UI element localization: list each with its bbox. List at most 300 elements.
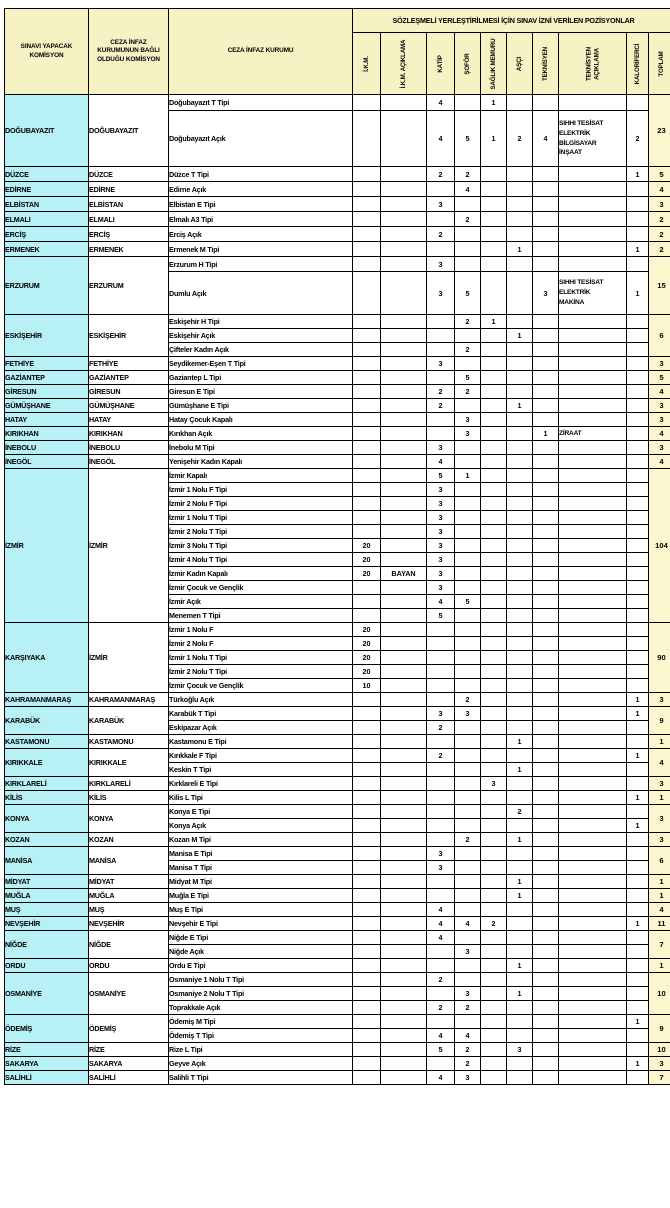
cell-ikm	[353, 525, 381, 539]
cell-teknisyen	[533, 441, 559, 455]
cell-katip: 3	[427, 553, 455, 567]
cell-asci	[507, 371, 533, 385]
cell-asci	[507, 693, 533, 707]
cell-asci: 2	[507, 805, 533, 819]
cell-teknisyen	[533, 707, 559, 721]
cell-teknisyen	[533, 931, 559, 945]
cell-teknisyen	[533, 357, 559, 371]
cell-asci	[507, 1071, 533, 1085]
cell-katip	[427, 427, 455, 441]
cell-saglik-memuru	[481, 651, 507, 665]
cell-sinavi-yapacak-komisyon: EDİRNE	[5, 182, 89, 197]
cell-asci: 1	[507, 987, 533, 1001]
table-row	[5, 357, 670, 371]
cell-katip	[427, 637, 455, 651]
cell-ceza-infaz-kurumu: Edirne Açık	[169, 182, 353, 197]
cell-teknisyen	[533, 763, 559, 777]
cell-ikm-aciklama	[381, 861, 427, 875]
cell-ikm	[353, 371, 381, 385]
cell-ikm	[353, 413, 381, 427]
cell-teknisyen-aciklama	[559, 833, 627, 847]
cell-teknisyen	[533, 385, 559, 399]
cell-teknisyen	[533, 819, 559, 833]
cell-bagli-komisyon: HATAY	[89, 413, 169, 427]
cell-toplam: 4	[649, 182, 670, 197]
cell-saglik-memuru	[481, 525, 507, 539]
cell-sinavi-yapacak-komisyon: GÜMÜŞHANE	[5, 399, 89, 413]
cell-sofor	[455, 931, 481, 945]
cell-teknisyen	[533, 413, 559, 427]
cell-teknisyen-aciklama: SIHHI TESİSAT ELEKTRİK BİLGİSAYAR İNŞAAT	[559, 111, 627, 167]
cell-bagli-komisyon: MUŞ	[89, 903, 169, 917]
cell-ikm: 20	[353, 539, 381, 553]
cell-saglik-memuru	[481, 182, 507, 197]
cell-teknisyen	[533, 973, 559, 987]
cell-ikm-aciklama	[381, 95, 427, 111]
cell-kaloriferci	[627, 1029, 649, 1043]
cell-sofor: 5	[455, 111, 481, 167]
cell-ceza-infaz-kurumu: Gaziantep L Tipi	[169, 371, 353, 385]
cell-sofor	[455, 399, 481, 413]
cell-toplam: 3	[649, 399, 670, 413]
cell-teknisyen	[533, 553, 559, 567]
cell-saglik-memuru: 1	[481, 315, 507, 329]
header-group-title: SÖZLEŞMELİ YERLEŞTİRİLMESİ İÇİN SINAV İZNİ VERİLEN POZİSYONLAR	[353, 9, 670, 33]
cell-bagli-komisyon: KIRIKKALE	[89, 749, 169, 777]
cell-ikm-aciklama	[381, 227, 427, 242]
cell-toplam: 6	[649, 315, 670, 357]
cell-ikm-aciklama	[381, 441, 427, 455]
cell-teknisyen-aciklama	[559, 763, 627, 777]
cell-asci	[507, 315, 533, 329]
cell-kaloriferci	[627, 609, 649, 623]
cell-teknisyen	[533, 847, 559, 861]
cell-ikm-aciklama	[381, 987, 427, 1001]
cell-katip: 3	[427, 861, 455, 875]
cell-ikm	[353, 441, 381, 455]
cell-ceza-infaz-kurumu: İzmir 1 Nolu T Tipi	[169, 511, 353, 525]
cell-katip	[427, 959, 455, 973]
cell-sinavi-yapacak-komisyon: FETHİYE	[5, 357, 89, 371]
cell-teknisyen-aciklama	[559, 469, 627, 483]
header-bagli-komisyon: CEZA İNFAZ KURUMUNUN BAĞLI OLDUĞU KOMİSYON	[89, 9, 169, 95]
cell-saglik-memuru	[481, 441, 507, 455]
cell-ikm: 20	[353, 553, 381, 567]
cell-saglik-memuru	[481, 399, 507, 413]
cell-katip	[427, 777, 455, 791]
cell-sinavi-yapacak-komisyon: DÜZCE	[5, 167, 89, 182]
cell-saglik-memuru	[481, 1029, 507, 1043]
cell-katip: 4	[427, 111, 455, 167]
cell-ceza-infaz-kurumu: Muş E Tipi	[169, 903, 353, 917]
cell-ikm-aciklama	[381, 1057, 427, 1071]
cell-ikm-aciklama	[381, 735, 427, 749]
cell-kaloriferci	[627, 1043, 649, 1057]
cell-teknisyen-aciklama	[559, 399, 627, 413]
cell-toplam: 3	[649, 805, 670, 833]
cell-ceza-infaz-kurumu: Elmalı A3 Tipi	[169, 212, 353, 227]
cell-ikm	[353, 385, 381, 399]
cell-kaloriferci	[627, 637, 649, 651]
table-row	[5, 931, 670, 945]
cell-ikm	[353, 861, 381, 875]
cell-teknisyen-aciklama	[559, 637, 627, 651]
cell-katip: 4	[427, 931, 455, 945]
cell-teknisyen-aciklama	[559, 679, 627, 693]
cell-saglik-memuru	[481, 581, 507, 595]
cell-ikm	[353, 819, 381, 833]
cell-teknisyen-aciklama	[559, 329, 627, 343]
cell-ikm	[353, 357, 381, 371]
cell-teknisyen-aciklama	[559, 903, 627, 917]
cell-teknisyen-aciklama	[559, 665, 627, 679]
cell-ceza-infaz-kurumu: Seydikemer-Eşen T Tipi	[169, 357, 353, 371]
cell-sofor: 3	[455, 945, 481, 959]
cell-sofor	[455, 735, 481, 749]
cell-katip	[427, 679, 455, 693]
cell-ikm-aciklama	[381, 413, 427, 427]
cell-bagli-komisyon: NEVŞEHİR	[89, 917, 169, 931]
table-row	[5, 791, 670, 805]
cell-teknisyen	[533, 182, 559, 197]
cell-teknisyen	[533, 315, 559, 329]
cell-teknisyen-aciklama	[559, 749, 627, 763]
cell-teknisyen-aciklama	[559, 371, 627, 385]
cell-ikm	[353, 455, 381, 469]
cell-sofor	[455, 567, 481, 581]
cell-asci	[507, 497, 533, 511]
cell-teknisyen: 3	[533, 272, 559, 315]
cell-ikm-aciklama	[381, 385, 427, 399]
table-row	[5, 847, 670, 861]
cell-teknisyen	[533, 469, 559, 483]
cell-ikm-aciklama	[381, 525, 427, 539]
cell-teknisyen-aciklama	[559, 441, 627, 455]
cell-teknisyen-aciklama	[559, 1001, 627, 1015]
cell-katip: 2	[427, 385, 455, 399]
header-kaloriferci: KALORİFERCİ	[627, 33, 649, 95]
cell-sofor: 2	[455, 1043, 481, 1057]
cell-saglik-memuru	[481, 455, 507, 469]
cell-teknisyen-aciklama	[559, 343, 627, 357]
cell-ceza-infaz-kurumu: Erciş Açık	[169, 227, 353, 242]
cell-teknisyen	[533, 227, 559, 242]
cell-bagli-komisyon: RİZE	[89, 1043, 169, 1057]
cell-bagli-komisyon: KONYA	[89, 805, 169, 833]
table-row	[5, 399, 670, 413]
cell-saglik-memuru	[481, 595, 507, 609]
cell-ceza-infaz-kurumu: Nevşehir E Tipi	[169, 917, 353, 931]
cell-kaloriferci	[627, 441, 649, 455]
cell-ikm-aciklama	[381, 483, 427, 497]
header-ikm: İ.K.M.	[353, 33, 381, 95]
cell-saglik-memuru	[481, 1043, 507, 1057]
cell-ikm-aciklama	[381, 539, 427, 553]
cell-kaloriferci	[627, 833, 649, 847]
cell-toplam: 3	[649, 833, 670, 847]
cell-ceza-infaz-kurumu: Geyve Açık	[169, 1057, 353, 1071]
cell-asci	[507, 469, 533, 483]
cell-teknisyen-aciklama	[559, 553, 627, 567]
cell-teknisyen	[533, 95, 559, 111]
cell-kaloriferci	[627, 931, 649, 945]
cell-ceza-infaz-kurumu: İnebolu M Tipi	[169, 441, 353, 455]
cell-saglik-memuru	[481, 931, 507, 945]
cell-ceza-infaz-kurumu: İzmir 2 Nolu F	[169, 637, 353, 651]
cell-asci	[507, 581, 533, 595]
cell-kaloriferci	[627, 497, 649, 511]
cell-toplam: 4	[649, 455, 670, 469]
cell-sofor: 4	[455, 917, 481, 931]
cell-bagli-komisyon: ELBİSTAN	[89, 197, 169, 212]
cell-sofor	[455, 973, 481, 987]
cell-ceza-infaz-kurumu: Niğde Açık	[169, 945, 353, 959]
cell-teknisyen-aciklama	[559, 483, 627, 497]
cell-sofor: 5	[455, 595, 481, 609]
cell-kaloriferci	[627, 735, 649, 749]
cell-ikm	[353, 987, 381, 1001]
cell-asci	[507, 1001, 533, 1015]
cell-saglik-memuru: 1	[481, 95, 507, 111]
cell-ikm	[353, 777, 381, 791]
cell-asci	[507, 385, 533, 399]
cell-teknisyen-aciklama	[559, 819, 627, 833]
cell-asci	[507, 861, 533, 875]
cell-asci	[507, 553, 533, 567]
cell-kaloriferci	[627, 847, 649, 861]
cell-ikm	[353, 315, 381, 329]
cell-sinavi-yapacak-komisyon: KIRIKKALE	[5, 749, 89, 777]
cell-bagli-komisyon: KOZAN	[89, 833, 169, 847]
cell-sofor: 4	[455, 1029, 481, 1043]
cell-teknisyen	[533, 212, 559, 227]
cell-toplam: 1	[649, 889, 670, 903]
cell-bagli-komisyon: ORDU	[89, 959, 169, 973]
cell-teknisyen: 4	[533, 111, 559, 167]
cell-saglik-memuru	[481, 167, 507, 182]
cell-katip	[427, 693, 455, 707]
cell-saglik-memuru	[481, 553, 507, 567]
cell-ikm-aciklama	[381, 707, 427, 721]
cell-bagli-komisyon: SALİHLİ	[89, 1071, 169, 1085]
cell-sofor	[455, 819, 481, 833]
cell-sinavi-yapacak-komisyon: ERZURUM	[5, 257, 89, 315]
cell-ikm	[353, 272, 381, 315]
cell-asci	[507, 539, 533, 553]
cell-teknisyen-aciklama: SIHHI TESİSAT ELEKTRİK MAKİNA	[559, 272, 627, 315]
cell-teknisyen	[533, 1043, 559, 1057]
cell-sofor	[455, 651, 481, 665]
header-teknisyen: TEKNİSYEN	[533, 33, 559, 95]
cell-katip: 3	[427, 441, 455, 455]
cell-asci	[507, 609, 533, 623]
cell-teknisyen-aciklama	[559, 197, 627, 212]
cell-teknisyen-aciklama	[559, 95, 627, 111]
cell-sofor: 2	[455, 315, 481, 329]
cell-ikm-aciklama	[381, 693, 427, 707]
cell-katip	[427, 212, 455, 227]
cell-ikm	[353, 791, 381, 805]
cell-sofor	[455, 623, 481, 637]
cell-teknisyen-aciklama	[559, 1015, 627, 1029]
cell-ikm-aciklama	[381, 182, 427, 197]
cell-bagli-komisyon: ERMENEK	[89, 242, 169, 257]
cell-toplam: 5	[649, 371, 670, 385]
cell-ceza-infaz-kurumu: İzmir 1 Nolu F Tipi	[169, 483, 353, 497]
cell-asci	[507, 343, 533, 357]
cell-kaloriferci	[627, 623, 649, 637]
cell-katip: 3	[427, 257, 455, 272]
cell-kaloriferci	[627, 343, 649, 357]
cell-teknisyen-aciklama	[559, 567, 627, 581]
table-body	[5, 95, 670, 1085]
cell-ikm-aciklama	[381, 1043, 427, 1057]
cell-ceza-infaz-kurumu: İzmir Açık	[169, 595, 353, 609]
cell-ikm-aciklama	[381, 637, 427, 651]
cell-ikm-aciklama	[381, 497, 427, 511]
cell-ceza-infaz-kurumu: Yenişehir Kadın Kapalı	[169, 455, 353, 469]
cell-asci	[507, 182, 533, 197]
cell-ikm	[353, 805, 381, 819]
cell-bagli-komisyon: MİDYAT	[89, 875, 169, 889]
table-row	[5, 959, 670, 973]
cell-bagli-komisyon: DOĞUBAYAZIT	[89, 95, 169, 167]
cell-katip: 2	[427, 167, 455, 182]
cell-ikm	[353, 889, 381, 903]
cell-sinavi-yapacak-komisyon: KARABÜK	[5, 707, 89, 735]
cell-ceza-infaz-kurumu: Ordu E Tipi	[169, 959, 353, 973]
cell-sinavi-yapacak-komisyon: ORDU	[5, 959, 89, 973]
cell-teknisyen-aciklama	[559, 945, 627, 959]
cell-asci	[507, 167, 533, 182]
cell-teknisyen-aciklama	[559, 525, 627, 539]
table-row	[5, 917, 670, 931]
cell-kaloriferci	[627, 427, 649, 441]
table-row	[5, 749, 670, 763]
cell-ceza-infaz-kurumu: İzmir 1 Nolu F	[169, 623, 353, 637]
cell-sofor	[455, 497, 481, 511]
cell-ikm-aciklama	[381, 455, 427, 469]
cell-ceza-infaz-kurumu: İzmir 4 Nolu T Tipi	[169, 553, 353, 567]
cell-teknisyen	[533, 595, 559, 609]
cell-teknisyen-aciklama	[559, 182, 627, 197]
cell-sofor: 2	[455, 1001, 481, 1015]
cell-ceza-infaz-kurumu: Karabük T Tipi	[169, 707, 353, 721]
cell-ikm	[353, 595, 381, 609]
header-komisyon: SINAVI YAPACAK KOMİSYON	[5, 9, 89, 95]
cell-katip: 5	[427, 1043, 455, 1057]
cell-teknisyen	[533, 833, 559, 847]
cell-toplam: 7	[649, 931, 670, 959]
cell-ikm	[353, 707, 381, 721]
cell-kaloriferci	[627, 525, 649, 539]
cell-sinavi-yapacak-komisyon: İNEBOLU	[5, 441, 89, 455]
cell-bagli-komisyon: ÖDEMİŞ	[89, 1015, 169, 1043]
cell-asci: 1	[507, 399, 533, 413]
cell-teknisyen-aciklama	[559, 791, 627, 805]
cell-saglik-memuru	[481, 212, 507, 227]
table-row	[5, 242, 670, 257]
cell-saglik-memuru	[481, 371, 507, 385]
cell-teknisyen	[533, 497, 559, 511]
cell-katip	[427, 735, 455, 749]
cell-kaloriferci	[627, 665, 649, 679]
cell-sofor: 2	[455, 833, 481, 847]
table-row	[5, 315, 670, 329]
cell-katip: 4	[427, 903, 455, 917]
cell-bagli-komisyon: ESKİŞEHİR	[89, 315, 169, 357]
cell-ceza-infaz-kurumu: Erzurum H Tipi	[169, 257, 353, 272]
cell-katip: 2	[427, 227, 455, 242]
cell-saglik-memuru	[481, 1001, 507, 1015]
cell-saglik-memuru	[481, 1071, 507, 1085]
cell-asci	[507, 707, 533, 721]
cell-ikm	[353, 1029, 381, 1043]
cell-saglik-memuru: 2	[481, 917, 507, 931]
cell-kaloriferci	[627, 357, 649, 371]
cell-teknisyen	[533, 511, 559, 525]
cell-sofor	[455, 455, 481, 469]
cell-teknisyen-aciklama	[559, 539, 627, 553]
cell-ikm	[353, 973, 381, 987]
cell-teknisyen	[533, 749, 559, 763]
cell-saglik-memuru	[481, 945, 507, 959]
cell-ikm-aciklama	[381, 945, 427, 959]
cell-teknisyen	[533, 777, 559, 791]
cell-teknisyen-aciklama	[559, 212, 627, 227]
cell-ikm-aciklama	[381, 111, 427, 167]
cell-ikm-aciklama	[381, 1001, 427, 1015]
cell-saglik-memuru	[481, 875, 507, 889]
cell-teknisyen-aciklama	[559, 609, 627, 623]
table-row	[5, 197, 670, 212]
cell-saglik-memuru	[481, 721, 507, 735]
cell-teknisyen	[533, 721, 559, 735]
cell-kaloriferci: 1	[627, 1057, 649, 1071]
cell-sofor: 4	[455, 182, 481, 197]
cell-kaloriferci	[627, 385, 649, 399]
cell-teknisyen-aciklama	[559, 959, 627, 973]
cell-sofor	[455, 242, 481, 257]
cell-teknisyen	[533, 679, 559, 693]
cell-asci	[507, 483, 533, 497]
cell-teknisyen	[533, 1029, 559, 1043]
header-katip: KATİP	[427, 33, 455, 95]
cell-teknisyen	[533, 257, 559, 272]
cell-saglik-memuru	[481, 329, 507, 343]
table-row	[5, 227, 670, 242]
cell-toplam: 9	[649, 1015, 670, 1043]
cell-ikm	[353, 1057, 381, 1071]
cell-bagli-komisyon: SAKARYA	[89, 1057, 169, 1071]
cell-kaloriferci	[627, 1001, 649, 1015]
cell-saglik-memuru	[481, 539, 507, 553]
cell-kaloriferci	[627, 861, 649, 875]
cell-kaloriferci	[627, 959, 649, 973]
cell-katip	[427, 343, 455, 357]
cell-ikm	[353, 95, 381, 111]
cell-katip: 3	[427, 357, 455, 371]
cell-teknisyen-aciklama	[559, 987, 627, 1001]
cell-bagli-komisyon: KASTAMONU	[89, 735, 169, 749]
cell-kaloriferci: 1	[627, 819, 649, 833]
cell-saglik-memuru	[481, 609, 507, 623]
cell-saglik-memuru	[481, 693, 507, 707]
cell-toplam: 15	[649, 257, 670, 315]
cell-bagli-komisyon: MANİSA	[89, 847, 169, 875]
cell-sinavi-yapacak-komisyon: RİZE	[5, 1043, 89, 1057]
cell-bagli-komisyon: ERZURUM	[89, 257, 169, 315]
